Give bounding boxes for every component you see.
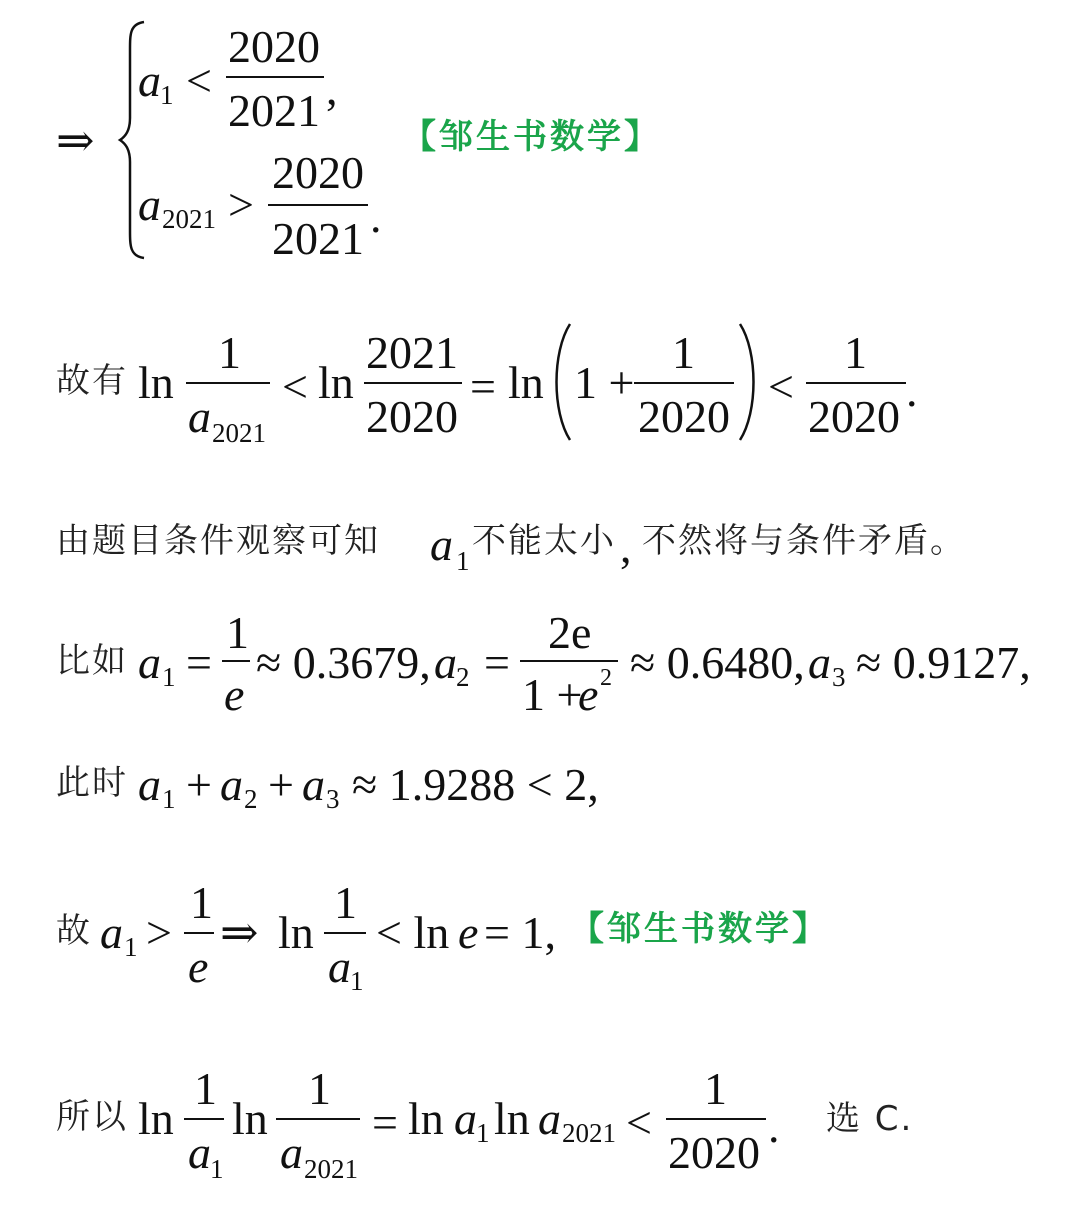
denominator: 2020 [808,391,900,442]
numerator: 1 [672,327,695,378]
fraction-bar [268,204,368,206]
var-a: a [138,637,161,688]
denominator: 2020 [668,1127,760,1178]
denominator-e: e [578,669,599,720]
denominator: 2021 [228,85,320,136]
ln-op: ln [508,357,544,408]
one-plus: 1 + [574,357,635,408]
var-e: e [458,907,479,958]
var-a: a [328,941,351,992]
fraction-bar [520,660,618,662]
equals: = [470,361,496,412]
fraction-bar [222,660,250,662]
fraction-bar [184,932,214,934]
var-a: a [100,907,123,958]
observation-text: 不然将与条件矛盾。 [642,521,966,561]
equals-one: = 1, [484,907,556,958]
numerator: 2020 [228,21,320,72]
numerator: 1 [844,327,867,378]
prefix-text: 比如 [56,641,128,681]
denominator: 2021 [272,213,364,264]
watermark-tag: 【邹生书数学】 [402,117,661,157]
ln-op: ln [494,1093,530,1144]
comma: , [326,63,338,114]
subscript: 3 [832,662,846,692]
numerator: 2e [548,607,592,658]
fraction-bar [324,932,366,934]
subscript: 1 [456,546,470,576]
period: . [370,191,382,242]
var-a: a [138,55,161,106]
less-than: < [768,361,794,412]
subscript: 1 [162,662,176,692]
var-a: a [430,519,453,570]
subscript: 1 [476,1118,490,1148]
ln-op: ln [138,1093,174,1144]
var-a: a [220,759,243,810]
numerator: 2020 [272,147,364,198]
approx-value: ≈ 0.9127, [856,637,1031,688]
subscript: 3 [326,784,340,814]
subscript: 1 [160,80,174,110]
subscript: 2021 [162,204,216,234]
var-a: a [454,1093,477,1144]
fraction-bar [806,382,906,384]
fraction-bar [634,382,734,384]
greater-than: > [146,907,172,958]
answer-choice: 选 C. [826,1099,914,1139]
period: . [768,1101,780,1152]
approx-value: ≈ 1.9288 < 2, [352,759,599,810]
prefix-text: 此时 [56,763,128,803]
numerator: 1 [218,327,241,378]
var-a: a [188,1127,211,1178]
approx-value: ≈ 0.3679, [256,637,431,688]
fraction-bar [666,1118,766,1120]
right-paren-icon [736,322,760,442]
subscript: 2021 [212,418,266,448]
var-a: a [808,637,831,688]
implies-symbol: ⇒ [220,907,259,958]
var-a: a [280,1127,303,1178]
less-than: < [186,55,212,106]
greater-than: > [228,179,254,230]
subscript: 2021 [562,1118,616,1148]
var-a: a [188,391,211,442]
plus: + [186,759,212,810]
left-paren-icon [550,322,574,442]
subscript: 2 [456,662,470,692]
plus: + [268,759,294,810]
approx-value: ≈ 0.6480, [630,637,805,688]
subscript: 2021 [304,1154,358,1184]
subscript: 1 [210,1154,224,1184]
numerator: 1 [334,877,357,928]
fraction-bar [226,76,324,78]
var-a: a [138,759,161,810]
numerator: 1 [194,1063,217,1114]
comma: , [620,521,632,572]
subscript: 1 [350,966,364,996]
ln-op: ln [408,1093,444,1144]
ln-op: ln [318,357,354,408]
var-a: a [434,637,457,688]
equals: = [484,637,510,688]
implies-symbol: ⇒ [56,115,95,166]
less-than-ln: < ln [376,907,450,958]
numerator: 1 [704,1063,727,1114]
var-a: a [302,759,325,810]
superscript: 2 [600,665,612,691]
var-a: a [138,179,161,230]
denominator: 1 + [522,669,583,720]
ln-op: ln [278,907,314,958]
fraction-bar [276,1118,360,1120]
equals: = [186,637,212,688]
fraction-bar [184,1118,224,1120]
watermark-tag: 【邹生书数学】 [570,909,829,949]
observation-text: 不能太小 [472,521,616,561]
numerator: 1 [308,1063,331,1114]
ln-op: ln [232,1093,268,1144]
denominator: e [224,669,245,720]
less-than: < [282,361,308,412]
observation-text: 由题目条件观察可知 [56,521,380,561]
denominator: e [188,941,209,992]
var-a: a [538,1093,561,1144]
subscript: 1 [124,932,138,962]
less-than: < [626,1097,652,1148]
prefix-text: 故有 [56,361,128,401]
equals: = [372,1097,398,1148]
period: . [906,365,918,416]
prefix-text: 故 [56,911,92,951]
subscript: 1 [162,784,176,814]
numerator: 1 [190,877,213,928]
numerator: 2021 [366,327,458,378]
ln-op: ln [138,357,174,408]
fraction-bar [364,382,462,384]
fraction-bar [186,382,270,384]
denominator: 2020 [366,391,458,442]
numerator: 1 [226,607,249,658]
subscript: 2 [244,784,258,814]
denominator: 2020 [638,391,730,442]
prefix-text: 所以 [56,1097,128,1137]
